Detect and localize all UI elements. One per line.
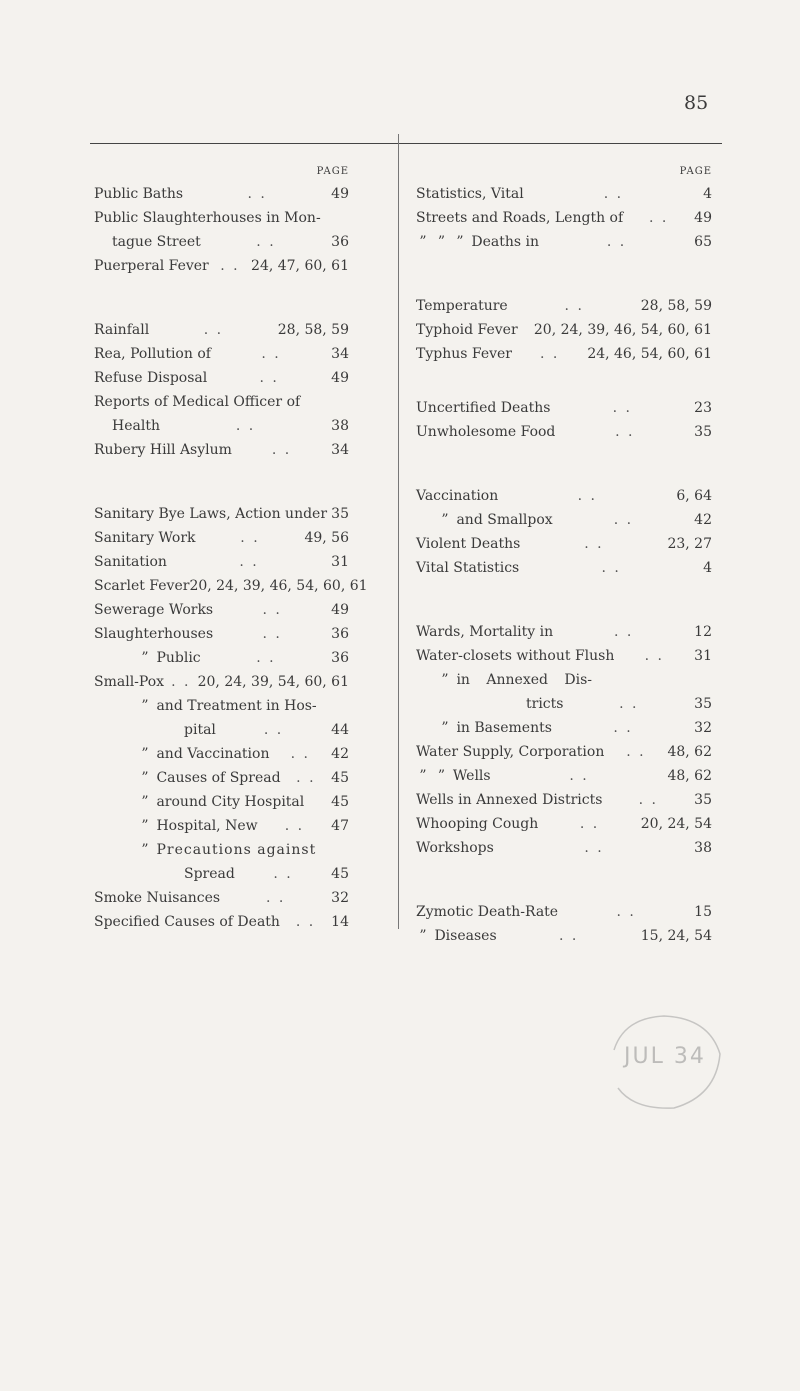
index-entry: Rainfall . . 28, 58, 59 [94,322,349,338]
ditto-mark: ” [419,928,427,944]
ditto-mark: ” [456,234,464,250]
library-date-stamp [604,1010,726,1120]
ditto-mark: ” [141,770,149,786]
index-entry: Small-Pox . . 20, 24, 39, 54, 60, 61 [94,674,349,690]
index-entry: Rea, Pollution of . . 34 [94,346,349,362]
index-entry: Statistics, Vital . . 4 [416,186,712,202]
index-entry: Violent Deaths . . 23, 27 [416,536,712,552]
index-subentry: ” Diseases . . 15, 24, 54 [416,924,712,948]
index-subentry: ” ” Wells . . 48, 62 [416,764,712,788]
index-entry: Vaccination . . 6, 64 [416,488,712,504]
index-subentry-continued: tricts . . 35 [526,696,712,712]
index-entry: Uncertified Deaths . . 23 [416,400,712,416]
page-column-header: PAGE [679,166,712,177]
index-subentry: ” Public . . 36 [94,646,349,670]
index-entry: Unwholesome Food . . 35 [416,424,712,440]
index-entry: Reports of Medical Officer of [94,394,301,410]
index-entry: Rubery Hill Asylum . . 34 [94,442,349,458]
page-number: 85 [684,92,709,114]
index-entry: Water-closets without Flush . . 31 [416,648,712,664]
ditto-mark: ” [141,818,149,834]
index-subentry: ” and Vaccination . . 42 [94,742,349,766]
index-entry: Zymotic Death-Rate . . 15 [416,904,712,920]
ditto-mark: ” [441,720,449,736]
ditto-mark: ” [141,746,149,762]
ditto-mark: ” [441,512,449,528]
page-column-header: PAGE [316,166,349,177]
top-rule [90,143,722,144]
index-entry: Water Supply, Corporation . . 48, 62 [416,744,712,760]
ditto-mark: ” [141,650,149,666]
index-entry-continued: Health . . 38 [112,418,349,434]
stamp-text: JUL 34 [624,1044,706,1069]
index-entry: Sanitation . . 31 [94,554,349,570]
ditto-mark: ” [141,794,149,810]
index-column-right [416,162,712,948]
index-subentry: ” in Annexed Dis- [416,668,712,692]
index-entry: Wards, Mortality in . . 12 [416,624,712,640]
index-entry: Scarlet Fever 20, 24, 39, 46, 54, 60, 61 [94,578,368,594]
index-entry: Specified Causes of Death . . 14 [94,914,349,930]
ditto-mark: ” [441,672,449,688]
index-column-left [94,162,368,934]
index-entry: Slaughterhouses . . 36 [94,626,349,642]
index-entry: Smoke Nuisances . . 32 [94,890,349,906]
index-entry-continued: tague Street . . 36 [112,234,349,250]
index-subentry: ” ” ” Deaths in . . 65 [416,230,712,254]
index-entry: Workshops . . 38 [416,840,712,856]
index-entry: Public Slaughterhouses in Mon- [94,210,321,226]
index-subentry: ” and Smallpox . . 42 [416,508,712,532]
index-entry: Refuse Disposal . . 49 [94,370,349,386]
ditto-mark: ” [419,234,427,250]
index-subentry-continued: pital . . 44 [184,722,349,738]
index-entry: Temperature . . 28, 58, 59 [416,298,712,314]
index-subentry: ” in Basements . . 32 [416,716,712,740]
index-entry: Sanitary Work . . 49, 56 [94,530,349,546]
index-subentry: ” Causes of Spread . . 45 [94,766,349,790]
index-entry: Wells in Annexed Districts . . 35 [416,792,712,808]
index-subentry-continued: Spread . . 45 [184,866,349,882]
index-entry: Vital Statistics . . 4 [416,560,712,576]
column-divider [398,134,399,929]
index-subentry: ” Precautions against [94,838,349,862]
index-entry: Sewerage Works . . 49 [94,602,349,618]
index-entry: Whooping Cough . . 20, 24, 54 [416,816,712,832]
index-entry: Puerperal Fever . . 24, 47, 60, 61 [94,258,349,274]
ditto-mark: ” [437,768,446,784]
index-entry: Public Baths . . 49 [94,186,349,202]
index-entry: Streets and Roads, Length of . . 49 [416,210,712,226]
ditto-mark: ” [141,698,149,714]
index-entry: Typhoid Fever 20, 24, 39, 46, 54, 60, 61 [416,322,712,338]
ditto-mark: ” [437,234,446,250]
index-subentry: ” Hospital, New . . 47 [94,814,349,838]
ditto-mark: ” [419,768,427,784]
index-entry: Typhus Fever . . 24, 46, 54, 60, 61 [416,346,712,362]
ditto-mark: ” [141,842,149,858]
index-entry: Sanitary Bye Laws, Action under 35 [94,506,349,522]
index-subentry: ” around City Hospital 45 [94,790,349,814]
index-subentry: ” and Treatment in Hos- [94,694,349,718]
